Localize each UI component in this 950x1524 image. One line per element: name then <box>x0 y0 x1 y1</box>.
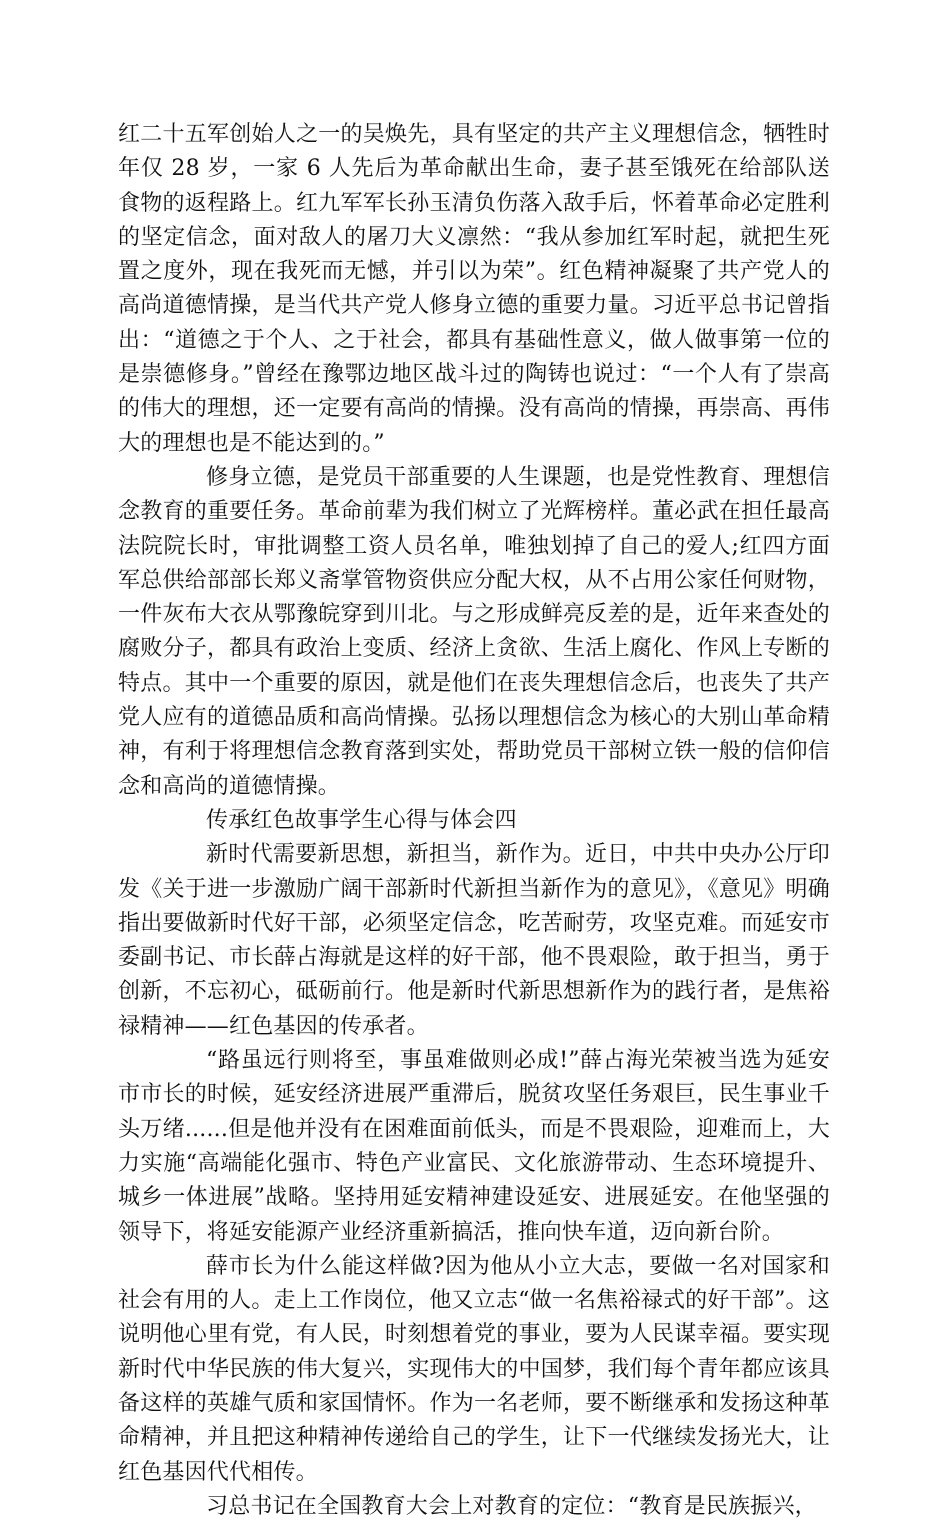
paragraph-new-era: 新时代需要新思想，新担当，新作为。近日，中共中央办公厅印发《关于进一步激励广阔干部新时代新担当新作为的意见》，《意见》明确指出要做新时代好干部，必须坚定信念，吃苦耐劳，攻坚克难。而延安市委副书记、市长薛占海就是这样的好干部，他不畏艰险，敢于担当，勇于创新，不忘初心，砥砺前行。他是新时代新思想新作为的践行者，是焦裕禄精神——红色基因的传承者。 <box>118 842 830 1039</box>
paragraph-xue-zhanhai: “路虽远行则将至，事虽难做则必成!”薛占海光荣被当选为延安市市长的时候，延安经济进展严重滞后，脱贫攻坚任务艰巨，民生事业千头万绪......但是他并没有在困难面前低头，而是不畏艰险，迎难而上，大力实施“高端能化强市、特色产业富民、文化旅游带动、生态环境提升、城乡一体进展”战略。坚持用延安精神建设延安、进展延安。在他坚强的领导下，将延安能源产业经济重新搞活，推向快车道，迈向新台阶。 <box>118 1048 830 1245</box>
paragraph-self-cultivation: 修身立德，是党员干部重要的人生课题，也是党性教育、理想信念教育的重要任务。革命前辈为我们树立了光辉榜样。董必武在担任最高法院院长时，审批调整工资人员名单，唯独划掉了自己的爱人;红四方面军总供给部部长郑义斋掌管物资供应分配大权，从不占用公家任何财物，一件灰布大衣从鄂豫皖穿到川北。与之形成鲜亮反差的是，近年来查处的腐败分子，都具有政治上变质、经济上贪欲、生活上腐化、作风上专断的特点。其中一个重要的原因，就是他们在丧失理想信念后，也丧失了共产党人应有的道德品质和高尚情操。弘扬以理想信念为核心的大别山革命精神，有利于将理想信念教育落到实处，帮助党员干部树立铁一般的信仰信念和高尚的道德情操。 <box>118 464 830 799</box>
paragraph-ambition: 薛市长为什么能这样做?因为他从小立大志，要做一名对国家和社会有用的人。走上工作岗位，他又立志“做一名焦裕禄式的好干部”。这说明他心里有党，有人民，时刻想着党的事业，要为人民谋幸福。要实现新时代中华民族的伟大复兴，实现伟大的中国梦，我们每个青年都应该具备这样的英雄气质和家国情怀。作为一名老师，要不断继承和发扬这种革命精神，并且把这种精神传递给自己的学生，让下一代继续发扬光大，让红色基因代代相传。 <box>118 1253 830 1485</box>
paragraph-wu-huanxian: 红二十五军创始人之一的吴焕先，具有坚定的共产主义理想信念，牺牲时年仅 28 岁，一家 6 人先后为革命献出生命，妻子甚至饿死在给部队送食物的返程路上。红九军军长孙玉清负伤落入敌手后，怀着革命必定胜利的坚定信念，面对敌人的屠刀大义凛然：“我从参加红军时起，就把生死置之度外，现在我死而无憾，并引以为荣”。红色精神凝聚了共产党人的高尚道德情操，是当代共产党人修身立德的重要力量。习近平总书记曾指出：“道德之于个人、之于社会，都具有基础性意义，做人做事第一位的是崇德修身。”曾经在豫鄂边地区战斗过的陶铸也说过：“一个人有了崇高的伟大的理想，还一定要有高尚的情操。没有高尚的情操，再崇高、再伟大的理想也是不能达到的。” <box>118 122 830 456</box>
section-heading: 传承红色故事学生心得与体会四 <box>206 807 517 833</box>
document-page <box>118 118 830 1524</box>
paragraph-education: 习总书记在全国教育大会上对教育的定位：“教育是民族振兴， <box>206 1493 817 1519</box>
